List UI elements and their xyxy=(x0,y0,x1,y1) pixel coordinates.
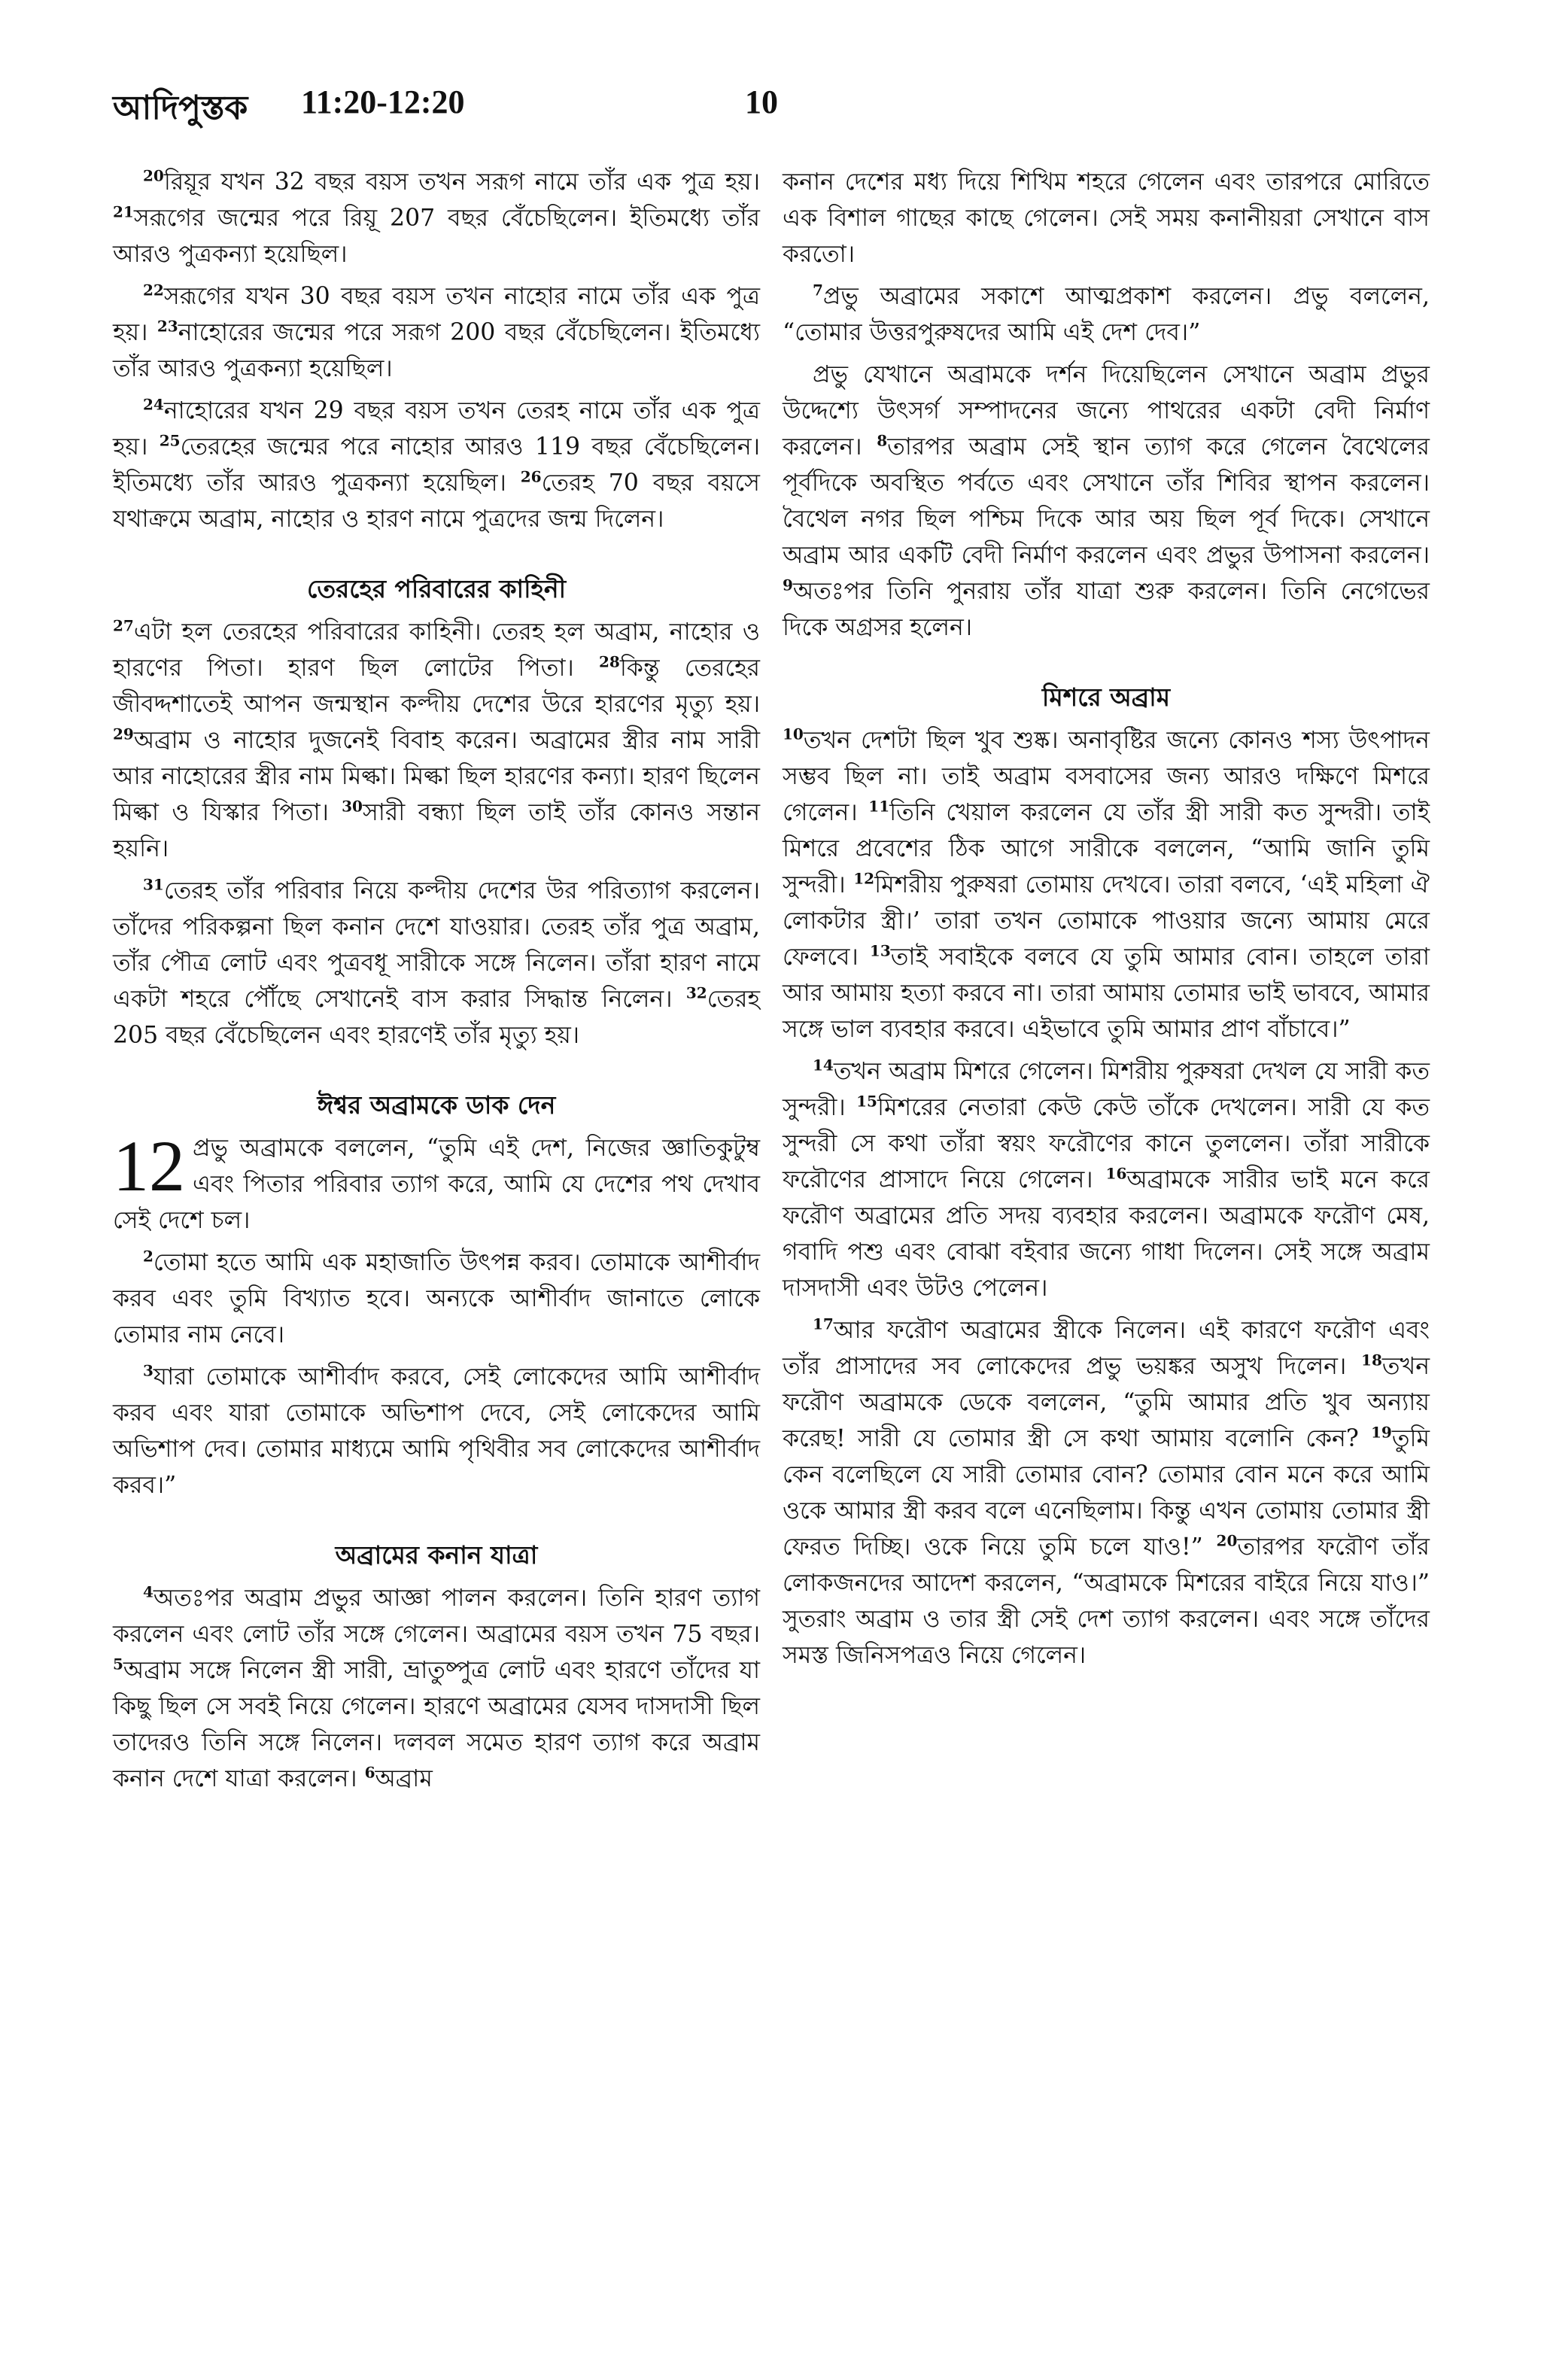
verse-text: সরূগের যখন 30 বছর বয়স তখন নাহোর নামে তাঁর এক পুত্র হয়। xyxy=(113,283,760,346)
verse-number: 26 xyxy=(520,467,542,486)
verse-text: তখন ফরৌণ অব্রামকে ডেকে বললেন, “তুমি আমার প্রতি খুব অন্যায় করেছ! সারী যে তোমার স্ত্রী সে কথা আমায় বলোনি কেন? xyxy=(783,1353,1430,1452)
verse-text: নাহোরের যখন 29 বছর বয়স তখন তেরহ নামে তাঁর এক পুত্র হয়। xyxy=(113,397,760,460)
chapter-number: 12 xyxy=(113,1126,185,1206)
verse-text: মিশরের নেতারা কেউ কেউ তাঁকে দেখলেন। সারী যে কত সুন্দরী সে কথা তাঁরা স্বয়ং ফরৌণের কানে তুললেন। তাঁরা সারীকে ফরৌণের প্রাসাদে নিয়ে গেলেন। xyxy=(783,1094,1430,1193)
verse-text: অব্রাম ও নাহোর দুজনেই বিবাহ করেন। অব্রামের স্ত্রীর নাম সারী আর নাহোরের স্ত্রীর নাম মিল্কা। মিল্কা ছিল হারণের কন্যা। হারণ ছিলেন মিল্কা ও যিস্কার পিতা। xyxy=(113,727,760,826)
verse-number: 5 xyxy=(113,1655,123,1673)
left-column xyxy=(113,164,760,1803)
running-head-reference: 11:20-12:20 xyxy=(301,84,465,120)
section-heading: অব্রামের কনান যাত্রা xyxy=(335,1540,538,1570)
verse-number: 13 xyxy=(869,941,891,960)
verse-text: যারা তোমাকে আশীর্বাদ করবে, সেই লোকেদের আমি আশীর্বাদ করব এবং যারা তোমাকে অভিশাপ দেবে, সেই লোকেদের আমি অভিশাপ দেব। তোমার মাধ্যমে আমি পৃথিবীর সব লোকেদের আশীর্বাদ করব।” xyxy=(113,1363,760,1499)
paragraph xyxy=(113,393,760,537)
verse-number: 31 xyxy=(143,875,164,894)
verse-number: 23 xyxy=(157,317,178,336)
page-number: 10 xyxy=(745,84,778,120)
verse-number: 6 xyxy=(364,1763,375,1782)
verse-text: সারী বন্ধ্যা ছিল তাই তাঁর কোনও সন্তান হয়নি। xyxy=(113,799,760,862)
paragraph xyxy=(783,278,1430,351)
paragraph xyxy=(783,1053,1430,1306)
verse-number: 21 xyxy=(113,202,134,221)
verse-text: তেরহ তাঁর পরিবার নিয়ে কল্দীয় দেশের উর পরিত্যাগ করলেন। তাঁদের পরিকল্পনা ছিল কনান দেশে যাওয়ার। তেরহ তাঁর পুত্র অব্রাম, তাঁর পৌত্র লোট এবং পুত্রবধূ সারীকে সঙ্গে নিলেন। তাঁরা হারণ নামে একটা শহরে পৌঁছে সেখানেই বাস করার সিদ্ধান্ত নিলেন। xyxy=(113,877,760,1013)
verse-number: 2 xyxy=(143,1247,153,1266)
paragraph xyxy=(113,164,760,272)
verse-text: অতঃপর অব্রাম প্রভুর আজ্ঞা পালন করলেন। তিনি হারণ ত্যাগ করলেন এবং লোট তাঁর সঙ্গে গেলেন। অব্রামের বয়স তখন 75 বছর। xyxy=(113,1585,760,1648)
paragraph xyxy=(113,1245,760,1353)
verse-text: প্রভু অব্রামের সকাশে আত্মপ্রকাশ করলেন। প্রভু বললেন, “তোমার উত্তরপুরুষদের আমি এই দেশ দেব।” xyxy=(783,283,1430,346)
verse-number: 24 xyxy=(143,395,164,414)
verse-number: 11 xyxy=(868,797,890,816)
paragraph xyxy=(783,164,1430,272)
verse-text: তোমা হতে আমি এক মহাজাতি উৎপন্ন করব। তোমাকে আশীর্বাদ করব এবং তুমি বিখ্যাত হবে। অন্যকে আশীর্বাদ জানাতে লোকে তোমার নাম নেবে। xyxy=(113,1249,760,1348)
paragraph xyxy=(113,1359,760,1503)
paragraph xyxy=(113,1580,760,1797)
paragraph xyxy=(113,278,760,387)
verse-number: 28 xyxy=(598,652,620,671)
right-column xyxy=(783,164,1430,1679)
verse-number: 12 xyxy=(853,869,875,888)
paragraph xyxy=(783,722,1430,1047)
running-head-book: আদিপুস্তক xyxy=(113,89,248,127)
paragraph xyxy=(113,614,760,867)
verse-number: 30 xyxy=(342,797,363,816)
verse-text: নাহোরের জন্মের পরে সরূগ 200 বছর বেঁচেছিলেন। ইতিমধ্যে তাঁর আরও পুত্রকন্যা হয়েছিল। xyxy=(113,319,760,382)
verse-text: কিন্তু তেরহের জীবদ্দশাতেই আপন জন্মস্থান কল্দীয় দেশের উরে হারণের মৃত্যু হয়। xyxy=(113,655,760,718)
verse-text: তারপর ফরৌণ তাঁর লোকজনদের আদেশ করলেন, “অব্রামকে মিশরের বাইরে নিয়ে যাও।” সুতরাং অব্রাম ও তার স্ত্রী সেই দেশ ত্যাগ করলেন। এবং সঙ্গে তাঁদের সমস্ত জিনিসপত্রও নিয়ে গেলেন। xyxy=(783,1533,1430,1669)
verse-number: 18 xyxy=(1361,1351,1382,1369)
verse-number: 10 xyxy=(783,725,804,743)
verse-text: তুমি কেন বলেছিলে যে সারী তোমার বোন? তোমার বোন মনে করে আমি ওকে আমার স্ত্রী করব বলে এনেছিলাম। কিন্তু এখন তোমায় তোমার স্ত্রী ফেরত দিচ্ছি। ওকে নিয়ে তুমি চলে যাও!” xyxy=(783,1425,1430,1561)
verse-number: 15 xyxy=(856,1092,877,1111)
paragraph xyxy=(113,873,760,1053)
verse-text: প্রভু যেখানে অব্রামকে দর্শন দিয়েছিলেন সেখানে অব্রাম প্রভুর উদ্দেশ্যে উৎসর্গ সম্পাদনের জন্যে পাথরের একটা বেদী নির্মাণ করলেন। xyxy=(783,361,1430,460)
verse-text: তিনি খেয়াল করলেন যে তাঁর স্ত্রী সারী কত সুন্দরী। তাই মিশরে প্রবেশের ঠিক আগে সারীকে বললেন, “আমি জানি তুমি সুন্দরী। xyxy=(783,799,1430,898)
verse-text: তাই সবাইকে বলবে যে তুমি আমার বোন। তাহলে তারা আর আমায় হত্যা করবে না। তারা আমায় তোমার ভাই ভাববে, আমার সঙ্গে ভাল ব্যবহার করবে। এইভাবে তুমি আমার প্রাণ বাঁচাবে।” xyxy=(783,944,1430,1043)
verse-text: এটা হল তেরহের পরিবারের কাহিনী। তেরহ হল অব্রাম, নাহোর ও হারণের পিতা। হারণ ছিল লোটের পিতা। xyxy=(113,619,760,682)
verse-number: 22 xyxy=(143,281,164,299)
verse-number: 9 xyxy=(783,576,793,594)
verse-text: অব্রাম xyxy=(375,1765,433,1792)
section-heading: ঈশ্বর অব্রামকে ডাক দেন xyxy=(317,1090,556,1120)
paragraph xyxy=(783,357,1430,646)
verse-number: 8 xyxy=(877,431,888,450)
verse-number: 19 xyxy=(1371,1423,1392,1442)
paragraph xyxy=(783,1312,1430,1673)
verse-number: 16 xyxy=(1105,1164,1127,1183)
verse-text: তেরহের জন্মের পরে নাহোর আরও 119 বছর বেঁচেছিলেন। ইতিমধ্যে তাঁর আরও পুত্রকন্যা হয়েছিল। xyxy=(113,433,761,497)
verse-text: অব্রামকে সারীর ভাই মনে করে ফরৌণ অব্রামের প্রতি সদয় ব্যবহার করলেন। অব্রামকে ফরৌণ মেষ, গবাদি পশু এবং বোঝা বইবার জন্যে গাধা দিলেন। সেই সঙ্গে অব্রাম দাসদাসী এবং উটও পেলেন। xyxy=(783,1166,1430,1302)
verse-text: কনান দেশের মধ্য দিয়ে শিখিম শহরে গেলেন এবং তারপরে মোরিতে এক বিশাল গাছের কাছে গেলেন। সেই সময় কনানীয়রা সেখানে বাস করতো। xyxy=(783,169,1430,268)
verse-text: তখন দেশটা ছিল খুব শুষ্ক। অনাবৃষ্টির জন্যে কোনও শস্য উৎপাদন সম্ভব ছিল না। তাই অব্রাম বসবাসের জন্য আরও দক্ষিণে মিশরে গেলেন। xyxy=(783,727,1430,826)
verse-text: তারপর অব্রাম সেই স্থান ত্যাগ করে গেলেন বৈথেলের পূর্বদিকে অবস্থিত পর্বতে এবং সেখানে তাঁর শিবির স্থাপন করলেন। বৈথেল নগর ছিল পশ্চিম দিকে আর অয় ছিল পূর্ব দিকে। সেখানে অব্রাম আর একটি বেদী নির্মাণ করলেন এবং প্রভুর উপাসনা করলেন। xyxy=(783,433,1430,569)
verse-number: 3 xyxy=(143,1361,153,1380)
verse-text: সরূগের জন্মের পরে রিয়ূ 207 বছর বেঁচেছিলেন। ইতিমধ্যে তাঁর আরও পুত্রকন্যা হয়েছিল। xyxy=(113,205,760,268)
verse-number: 17 xyxy=(813,1315,834,1333)
verse-number: 20 xyxy=(143,166,164,185)
verse-number: 20 xyxy=(1216,1531,1238,1550)
verse-text: মিশরীয় পুরুষরা তোমায় দেখবে। তারা বলবে, ‘এই মহিলা ঐ লোকটার স্ত্রী।’ তারা তখন তোমাকে পাওয়ার জন্যে আমায় মেরে ফেলবে। xyxy=(783,871,1430,971)
verse-text: রিয়ূর যখন 32 বছর বয়স তখন সরূগ নামে তাঁর এক পুত্র হয়। xyxy=(163,169,760,196)
verse-number: 25 xyxy=(159,431,181,450)
verse-text: অব্রাম সঙ্গে নিলেন স্ত্রী সারী, ভ্রাতুষ্পুত্র লোট এবং হারণে তাঁদের যা কিছু ছিল সে সবই নিয়ে গেলেন। হারণে অব্রামের যেসব দাসদাসী ছিল তাদেরও তিনি সঙ্গে নিলেন। দলবল সমেত হারণ ত্যাগ করে অব্রাম কনান দেশে যাত্রা করলেন। xyxy=(113,1657,760,1792)
verse-text: আর ফরৌণ অব্রামের স্ত্রীকে নিলেন। এই কারণে ফরৌণ এবং তাঁর প্রাসাদের সব লোকেদের প্রভু ভয়ঙ্কর অসুখ দিলেন। xyxy=(783,1317,1430,1380)
verse-number: 14 xyxy=(813,1056,834,1074)
verse-text: প্রভু অব্রামকে বললেন, “তুমি এই দেশ, নিজের জ্ঞাতিকুটুম্ব এবং পিতার পরিবার ত্যাগ করে, আমি যে দেশের পথ দেখাব সেই দেশে চল। xyxy=(113,1135,760,1234)
page-header xyxy=(113,83,1430,128)
verse-number: 7 xyxy=(813,281,823,299)
verse-number: 32 xyxy=(685,983,707,1002)
verse-number: 29 xyxy=(113,725,134,743)
verse-text: তখন অব্রাম মিশরে গেলেন। মিশরীয় পুরুষরা দেখল যে সারী কত সুন্দরী। xyxy=(783,1058,1430,1121)
verse-number: 27 xyxy=(113,616,134,635)
section-heading: মিশরে অব্রাম xyxy=(1041,682,1171,712)
paragraph xyxy=(113,1126,760,1239)
verse-text: তেরহ 70 বছর বয়সে যথাক্রমে অব্রাম, নাহোর ও হারণ নামে পুত্রদের জন্ম দিলেন। xyxy=(113,470,760,533)
section-heading: তেরহের পরিবারের কাহিনী xyxy=(306,574,567,603)
verse-text: তেরহ 205 বছর বেঁচেছিলেন এবং হারণেই তাঁর মৃত্যু হয়। xyxy=(113,986,760,1049)
verse-text: অতঃপর তিনি পুনরায় তাঁর যাত্রা শুরু করলেন। তিনি নেগেভের দিকে অগ্রসর হলেন। xyxy=(783,578,1430,641)
verse-number: 4 xyxy=(143,1582,153,1601)
